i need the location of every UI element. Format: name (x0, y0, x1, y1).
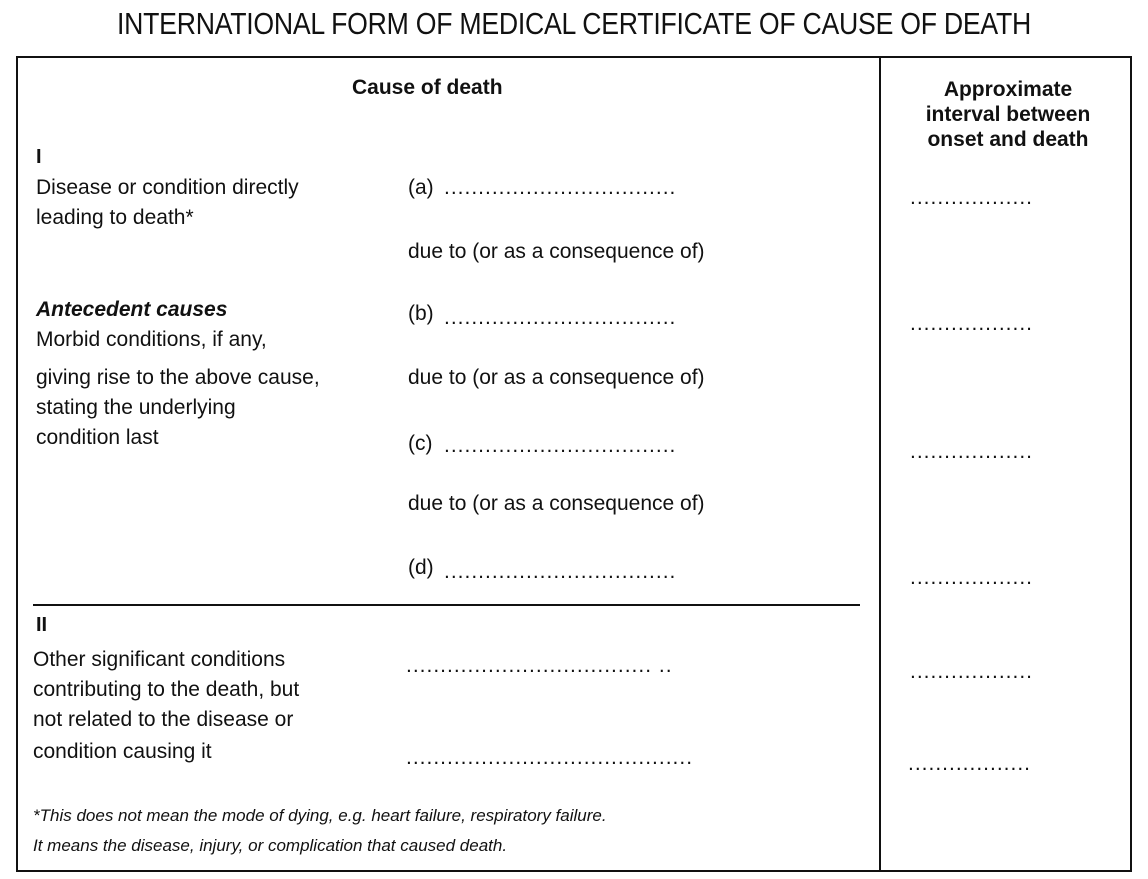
line-b-entry[interactable]: .................................. (444, 306, 677, 329)
interval-header-line-2: interval between (925, 103, 1091, 126)
antecedent-causes-heading: Antecedent causes (36, 298, 228, 321)
other-conditions-label-1: Other significant conditions (33, 648, 286, 671)
other-conditions-label-4: condition causing it (33, 740, 212, 763)
line-a-entry[interactable]: .................................. (444, 176, 677, 199)
antecedent-label-2: giving rise to the above cause, (36, 366, 320, 389)
part-one-label: I (36, 146, 42, 168)
part-two-entry-2[interactable]: .......................................... (406, 746, 694, 769)
antecedent-label-3: stating the underlying (36, 396, 236, 419)
form-title: INTERNATIONAL FORM OF MEDICAL CERTIFICATE OF CAUSE OF DEATH (117, 6, 1031, 41)
other-conditions-label-3: not related to the disease or (33, 708, 294, 731)
line-d-label: (d) (408, 556, 434, 579)
line-c-entry[interactable]: .................................. (444, 434, 677, 457)
due-to-label-c: due to (or as a consequence of) (408, 492, 705, 515)
footnote-line-1: *This does not mean the mode of dying, e.g. heart failure, respiratory failure. (33, 806, 607, 825)
part-two-entry-1[interactable]: .................................... .. (406, 654, 673, 677)
section-divider (33, 604, 860, 606)
line-a-label: (a) (408, 176, 434, 199)
part-two-interval-2[interactable]: .................. (908, 752, 1032, 775)
part-two-label: II (36, 614, 48, 636)
interval-header-line-1: Approximate (943, 78, 1073, 101)
antecedent-label-1: Morbid conditions, if any, (36, 328, 267, 351)
part-two-interval-1[interactable]: .................. (910, 660, 1034, 683)
due-to-label-b: due to (or as a consequence of) (408, 366, 705, 389)
column-divider (879, 56, 881, 872)
footnote-line-2: It means the disease, injury, or complication that caused death. (33, 836, 508, 855)
direct-cause-label-1: Disease or condition directly (36, 176, 299, 199)
interval-b-entry[interactable]: .................. (910, 312, 1034, 335)
interval-header-line-3: onset and death (927, 128, 1089, 151)
line-b-label: (b) (408, 302, 434, 325)
due-to-label-a: due to (or as a consequence of) (408, 240, 705, 263)
line-d-entry[interactable]: .................................. (444, 560, 677, 583)
interval-d-entry[interactable]: .................. (910, 566, 1034, 589)
antecedent-label-4: condition last (36, 426, 159, 449)
direct-cause-label-2: leading to death* (36, 206, 194, 229)
interval-a-entry[interactable]: .................. (910, 186, 1034, 209)
other-conditions-label-2: contributing to the death, but (33, 678, 300, 701)
line-c-label: (c) (408, 432, 433, 455)
interval-c-entry[interactable]: .................. (910, 440, 1034, 463)
cause-of-death-header: Cause of death (352, 76, 503, 99)
